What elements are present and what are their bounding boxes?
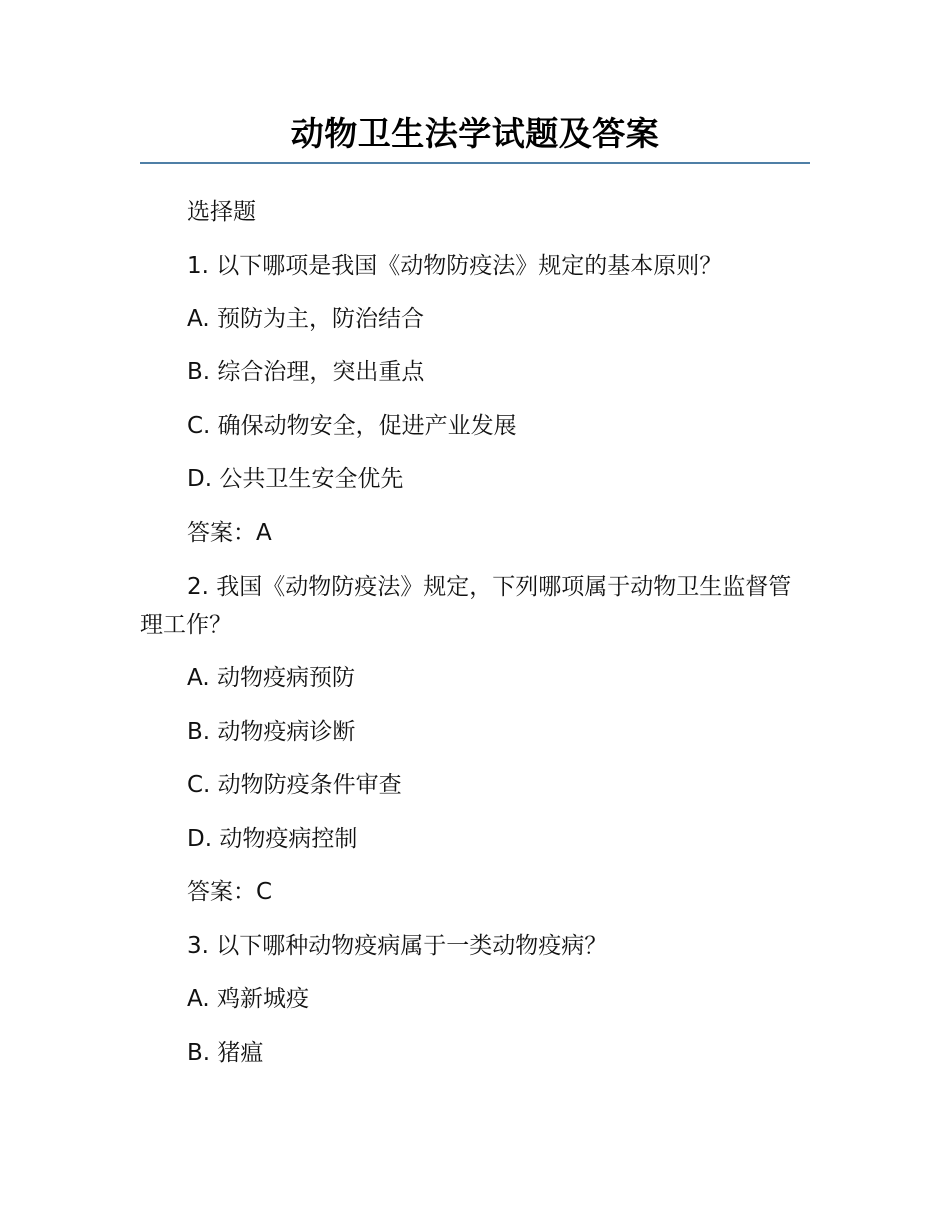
- answer-option: B. 猪瘟: [187, 1040, 264, 1066]
- answer-option: A. 预防为主，防治结合: [187, 306, 424, 332]
- answer-option: B. 综合治理，突出重点: [187, 359, 425, 385]
- answer-key: 答案：A: [187, 520, 272, 546]
- answer-key: 答案：C: [187, 879, 273, 905]
- title-divider: [140, 162, 810, 164]
- answer-option: C. 动物防疫条件审查: [187, 772, 402, 798]
- document-title: 动物卫生法学试题及答案: [290, 114, 660, 153]
- answer-option: D. 动物疫病控制: [187, 826, 358, 852]
- question-text: 3. 以下哪种动物疫病属于一类动物疫病？: [187, 933, 608, 959]
- section-heading: 选择题: [187, 199, 256, 225]
- answer-option: C. 确保动物安全，促进产业发展: [187, 413, 517, 439]
- question-text: 2. 我国《动物防疫法》规定，下列哪项属于动物卫生监督管理工作？: [140, 574, 792, 638]
- answer-option: A. 鸡新城疫: [187, 986, 309, 1012]
- answer-option: B. 动物疫病诊断: [187, 719, 356, 745]
- question-text: 1. 以下哪项是我国《动物防疫法》规定的基本原则？: [187, 253, 723, 279]
- answer-option: A. 动物疫病预防: [187, 665, 355, 691]
- answer-option: D. 公共卫生安全优先: [187, 466, 404, 492]
